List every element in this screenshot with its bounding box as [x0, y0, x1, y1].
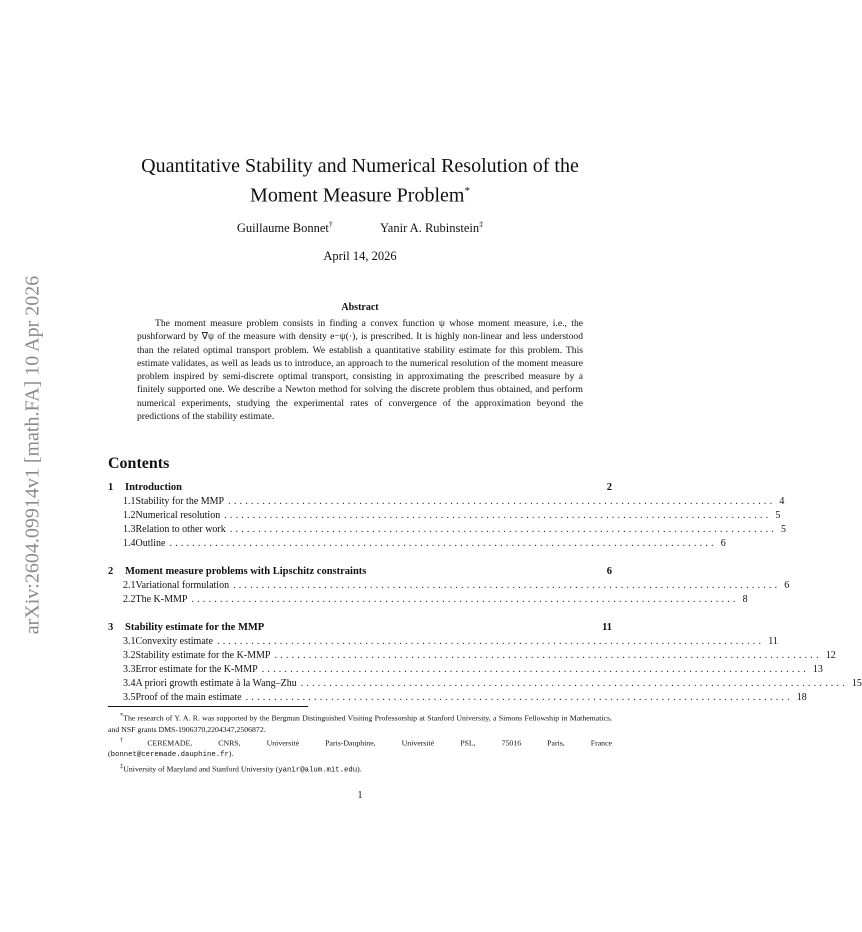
footnote-text: CEREMADE, CNRS, Université Paris-Dauphine, Université PSL, 75016 Paris, France	[147, 738, 612, 748]
subsection-page: 18	[796, 692, 807, 703]
paper-date: April 14, 2026	[323, 249, 397, 263]
subsection-title: Error estimate for the K-MMP	[135, 664, 258, 675]
toc-subsection-1-3[interactable]	[108, 524, 786, 538]
title-line-2	[110, 179, 610, 209]
author-bonnet	[237, 221, 333, 235]
toc-section-3[interactable]	[108, 622, 612, 636]
page-number: 1	[357, 790, 363, 801]
subsection-number: 1.4	[123, 538, 136, 549]
table-of-contents	[108, 482, 862, 706]
author-footnote-mark: ‡	[479, 220, 484, 229]
subsection-title: Outline	[135, 538, 166, 549]
title-footnote-mark: *	[464, 185, 470, 197]
footnote-mark: ‡	[120, 763, 124, 771]
footnote-rule	[108, 706, 308, 707]
section-page: 11	[602, 622, 612, 633]
subsection-title: Numerical resolution	[135, 510, 221, 521]
section-title: Stability estimate for the MMP	[125, 622, 265, 633]
title-line-1: Quantitative Stability and Numerical Resolution of the	[141, 155, 579, 177]
subsection-page: 12	[825, 650, 836, 661]
dot-leader: ................................................................................................	[261, 664, 809, 675]
toc-subsection-1-1[interactable]	[108, 496, 785, 510]
toc-subsection-3-1[interactable]	[108, 636, 778, 650]
section-number: 1	[108, 482, 114, 493]
subsection-number: 3.4	[123, 678, 136, 689]
subsection-page: 11	[768, 636, 778, 647]
toc-section-2[interactable]	[108, 566, 612, 580]
section-title: Introduction	[125, 482, 182, 493]
subsection-number: 1.2	[123, 510, 136, 521]
toc-section-1[interactable]	[108, 482, 612, 496]
subsection-page: 6	[720, 538, 726, 549]
section-number: 3	[108, 622, 114, 633]
dot-leader: ................................................................................................	[224, 510, 772, 521]
author-footnote-mark: †	[328, 220, 333, 229]
abstract-heading: Abstract	[341, 302, 379, 313]
subsection-number: 2.1	[123, 580, 136, 591]
dot-leader: ................................................................................................	[191, 594, 739, 605]
author-list	[110, 220, 610, 236]
dot-leader: ................................................................................................	[300, 678, 848, 689]
email-link-bonnet[interactable]: bonnet@ceremade.dauphine.fr	[110, 751, 229, 760]
subsection-title: Proof of the main estimate	[135, 692, 242, 703]
subsection-number: 3.5	[123, 692, 136, 703]
toc-subsection-3-2[interactable]	[108, 650, 836, 664]
subsection-page: 5	[780, 524, 786, 535]
subsection-title: Convexity estimate	[135, 636, 213, 647]
toc-subsection-2-1[interactable]	[108, 580, 790, 594]
footnote-funding	[108, 710, 612, 735]
author-rubinstein	[380, 221, 483, 235]
toc-subsection-3-3[interactable]	[108, 664, 823, 678]
dot-leader: ................................................................................................	[228, 496, 776, 507]
footnote-email-line: (bonnet@ceremade.dauphine.fr).	[108, 749, 234, 760]
subsection-number: 1.3	[123, 524, 136, 535]
dot-leader: ................................................................................................	[217, 636, 765, 647]
section-number: 2	[108, 566, 114, 577]
footnote-mark: †	[120, 736, 148, 744]
toc-subsection-3-4[interactable]	[108, 678, 862, 692]
email-link-rubinstein[interactable]: yanir@alum.mit.edu	[278, 766, 358, 775]
subsection-number: 2.2	[123, 594, 136, 605]
author-name: Yanir A. Rubinstein	[380, 221, 480, 236]
section-page: 6	[606, 566, 612, 577]
subsection-number: 3.3	[123, 664, 136, 675]
contents-heading: Contents	[108, 455, 170, 472]
title-line-2-text: Moment Measure Problem	[250, 184, 465, 207]
subsection-page: 15	[851, 678, 862, 689]
section-page: 2	[606, 482, 612, 493]
subsection-page: 5	[775, 510, 781, 521]
dot-leader: ................................................................................................	[245, 692, 793, 703]
dot-leader: ................................................................................................	[233, 580, 781, 591]
subsection-page: 4	[779, 496, 785, 507]
footnotes	[108, 710, 612, 777]
subsection-title: Stability for the MMP	[135, 496, 225, 507]
subsection-page: 6	[784, 580, 790, 591]
author-name: Guillaume Bonnet	[236, 221, 329, 236]
toc-subsection-3-5[interactable]	[108, 692, 807, 706]
footnote-text: The research of Y. A. R. was supported by the Bergman Distinguished Visiting Professorship at Stanford University, a Simons Fellowship in Mathematics, and NSF grants DMS-1906370,2204347,2506872.	[108, 713, 612, 734]
subsection-page: 13	[812, 664, 823, 675]
subsection-title: A priori growth estimate à la Wang–Zhu	[135, 678, 297, 689]
subsection-page: 8	[742, 594, 748, 605]
footnote-mark: *	[120, 712, 124, 719]
subsection-number: 1.1	[123, 496, 136, 507]
subsection-title: Relation to other work	[135, 524, 226, 535]
subsection-title: The K-MMP	[135, 594, 188, 605]
subsection-number: 3.2	[123, 650, 136, 661]
section-title: Moment measure problems with Lipschitz constraints	[125, 566, 367, 577]
footnote-affiliation-rubinstein: ‡University of Maryland and Stanford University (yanir@alum.mit.edu).	[120, 763, 362, 775]
abstract-body: The moment measure problem consists in finding a convex function ψ whose moment measure, i.e., the pushforward by ∇ψ of the measure with density e−ψ(·), is prescribed. It is highly non-linear and less understood than the related optimal transport problem. We establish a quantitative stability estimate for this problem. This estimate validates, as well as leads us to introduce, an approach to the numerical resolution of the moment measure problem inspired by semi-discrete optimal transport, consisting in approximating the prescribed measure by a finitely supported one. We describe a Newton method for solving the discrete problem thus obtained, and perform numerical experiments, studying the experimental rates of convergence of the approximation beyond the predictions of the stability estimate.	[137, 318, 583, 423]
footnote-text: University of Maryland and Stanford University	[123, 764, 274, 774]
dot-leader: ................................................................................................	[274, 650, 822, 661]
subsection-title: Stability estimate for the K-MMP	[135, 650, 271, 661]
footnote-affiliation-bonnet	[108, 735, 612, 749]
subsection-title: Variational formulation	[135, 580, 230, 591]
toc-subsection-1-2[interactable]	[108, 510, 781, 524]
dot-leader: ................................................................................................	[229, 524, 777, 535]
toc-subsection-1-4[interactable]	[108, 538, 726, 552]
toc-subsection-2-2[interactable]	[108, 594, 748, 608]
dot-leader: ................................................................................................	[169, 538, 717, 549]
arxiv-identifier: arXiv:2604.09914v1 [math.FA] 10 Apr 2026	[21, 275, 44, 635]
subsection-number: 3.1	[123, 636, 136, 647]
paper-title	[110, 154, 610, 209]
